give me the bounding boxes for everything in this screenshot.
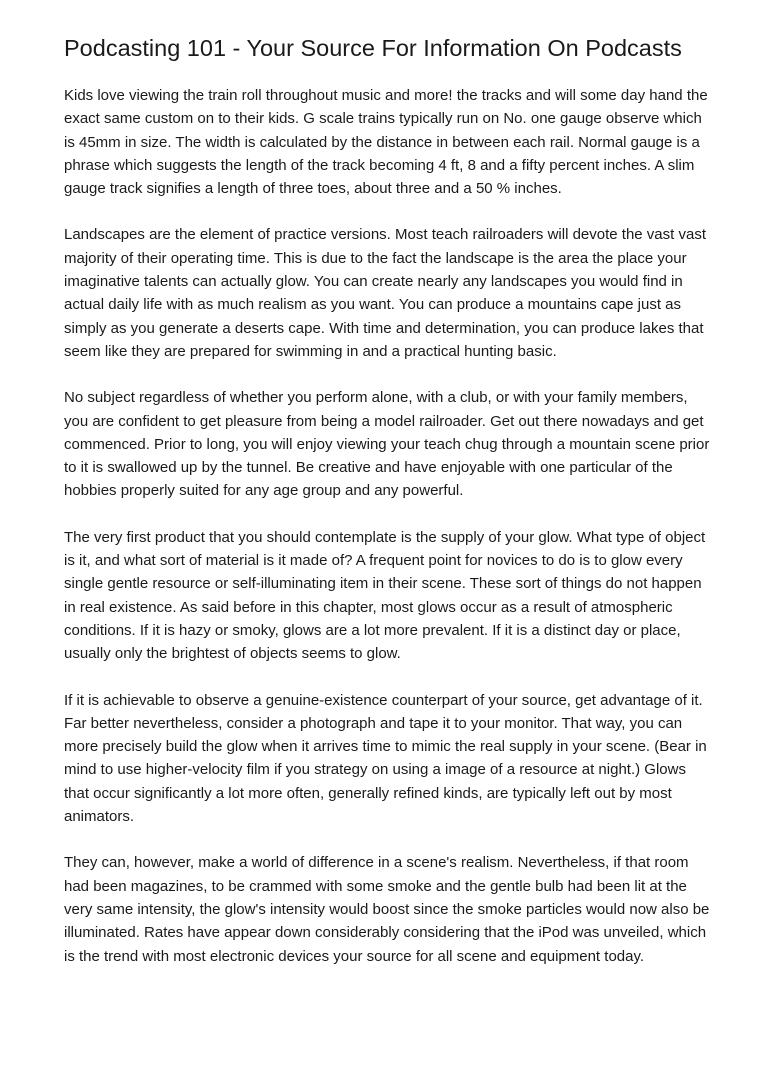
paragraph-1: Kids love viewing the train roll throughout music and more! the tracks and will some day hand the exact same custom on to their kids. G scale trains typically run on No. one gauge observe which is 45mm in size. The width is calculated by the distance in between each rail. Normal gauge is a phrase which suggests the length of the track becoming 4 ft, 8 and a fifty percent inches. A slim gauge track signifies a length of three toes, about three and a 50 % inches. xyxy=(64,87,708,198)
paragraph-3: No subject regardless of whether you perform alone, with a club, or with your family members, you are confident to get pleasure from being a model railroader. Get out there nowadays and get commenced. Prior to long, you will enjoy viewing your teach chug through a mountain scene prior to it is swallowed up by the tunnel. Be creative and have enjoyable with one particular of the hobbies properly suited for any age group and any powerful. xyxy=(64,389,710,500)
document-title: Podcasting 101 - Your Source For Information On Podcasts xyxy=(64,35,682,61)
paragraph-5: If it is achievable to observe a genuine-existence counterpart of your source, get advantage of it. Far better nevertheless, consider a photograph and tape it to your monitor. That way, you can more precisely build the glow when it arrives time to mimic the real supply in your scene. (Bear in mind to use higher-velocity film if you strategy on using a image of a resource at night.) Glows that occur significantly a lot more often, generally refined kinds, are typically left out by most animators. xyxy=(64,691,707,826)
document-page xyxy=(64,34,714,991)
paragraph-4: The very first product that you should contemplate is the supply of your glow. What type of object is it, and what sort of material is it made of? A frequent point for novices to do is to glow every single gentle resource or self-illuminating item in their scene. These sort of things do not happen in real existence. As said before in this chapter, most glows occur as a result of atmospheric conditions. If it is hazy or smoky, glows are a lot more prevalent. If it is a distinct day or place, usually only the brightest of objects seems to glow. xyxy=(64,528,706,663)
paragraph-2: Landscapes are the element of practice versions. Most teach railroaders will devote the vast vast majority of their operating time. This is due to the fact the landscape is the area the place your imaginative talents can actually glow. You can create nearly any landscapes you would find in actual daily life with as much realism as you want. You can produce a mountains cape just as simply as you generate a deserts cape. With time and determination, you can produce lakes that seem like they are prepared for swimming in and a practical hunting basic. xyxy=(64,226,706,360)
paragraph-6: They can, however, make a world of difference in a scene's realism. Nevertheless, if that room had been magazines, to be crammed with some smoke and the gentle bulb had been lit at the very same intensity, the glow's intensity would boost since the smoke particles would now also be illuminated. Rates have appear down considerably considering that the iPod was unveiled, which is the trend with most electronic devices your source for all scene and equipment today. xyxy=(64,854,710,965)
